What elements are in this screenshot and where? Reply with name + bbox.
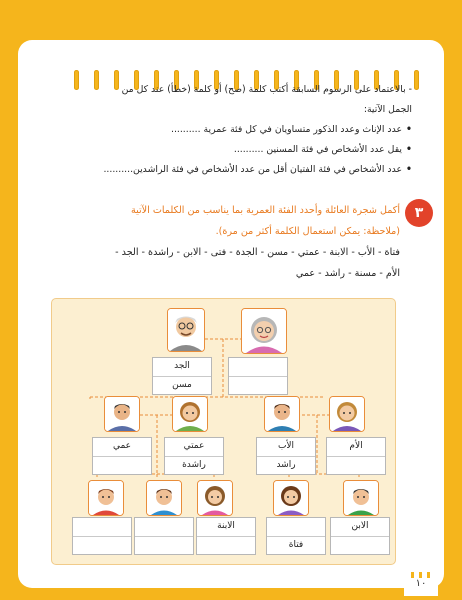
daughter-relation-field[interactable]: الابنة <box>197 518 255 537</box>
exercise-number-badge: ٣ <box>405 199 433 227</box>
grandfather-relation-field[interactable]: الجد <box>153 358 211 377</box>
cousin-boy-portrait <box>88 480 124 516</box>
grandmother-age-field[interactable] <box>229 377 287 395</box>
father-age-field[interactable]: راشد <box>276 459 296 470</box>
child4-age-field[interactable]: فتاة <box>288 539 304 550</box>
exercise-title: أكمل شجرة العائلة وأحدد الفئة العمرية بما يناسب من الكلمات الآتية <box>130 205 400 216</box>
statement-1: •عدد الإناث وعدد الذكور متساويان في كل فئة عمرية .......... <box>170 124 412 135</box>
instruction-intro: - بالاعتماد على الرسوم السابقة أكتب كلمة (صح) أو كلمة (خطأ) عند كل من <box>121 84 412 95</box>
page-number-label: ١٠ <box>415 578 427 589</box>
aunt-portrait <box>172 396 208 432</box>
cousin1-age-field[interactable] <box>73 537 131 555</box>
father-relation-field[interactable]: الأب <box>257 438 315 457</box>
grandmother-portrait <box>241 308 287 354</box>
aunt-age-field[interactable]: راشدة <box>182 459 206 470</box>
cousin2-age-field[interactable] <box>135 537 193 555</box>
cousin-boy2-portrait <box>146 480 182 516</box>
statement-3: •عدد الأشخاص في فئة الفتيان أقل من عدد الأشخاص في فئة الراشدين.......... <box>103 164 412 175</box>
cousin2-relation-field[interactable] <box>135 518 193 537</box>
aunt-relation-field[interactable]: عمتي <box>165 438 223 457</box>
grandfather-portrait <box>167 308 205 352</box>
mother-relation-field[interactable]: الأم <box>327 438 385 457</box>
daughter-namebox <box>196 517 256 555</box>
uncle-portrait <box>104 396 140 432</box>
page-number <box>404 572 438 596</box>
son-age-field[interactable] <box>331 537 389 555</box>
daughter-age-field[interactable] <box>197 537 255 555</box>
instruction-block <box>42 80 412 180</box>
grandmother-namebox <box>228 357 288 395</box>
statement-2: •يقل عدد الأشخاص في فئة المسنين .......... <box>233 144 412 155</box>
grandmother-relation-field[interactable] <box>229 358 287 377</box>
child4-namebox <box>266 517 326 555</box>
uncle-namebox <box>92 437 152 475</box>
father-namebox <box>256 437 316 475</box>
grandfather-age-field[interactable]: مسن <box>172 379 192 390</box>
cousin2-namebox <box>134 517 194 555</box>
girl-portrait <box>273 480 309 516</box>
word-bank-line1: فتاة - الأب - الابنة - عمتي - مسن - الجدة - فتى - الابن - راشدة - الجد - <box>115 247 400 258</box>
cousin1-namebox <box>72 517 132 555</box>
grandfather-namebox <box>152 357 212 395</box>
uncle-age-field[interactable] <box>93 457 151 475</box>
mother-age-field[interactable] <box>327 457 385 475</box>
son-relation-field[interactable]: الابن <box>331 518 389 537</box>
mother-namebox <box>326 437 386 475</box>
uncle-relation-field[interactable]: عمي <box>93 438 151 457</box>
mother-portrait <box>329 396 365 432</box>
aunt-namebox <box>164 437 224 475</box>
father-portrait <box>264 396 300 432</box>
son-namebox <box>330 517 390 555</box>
son-portrait <box>343 480 379 516</box>
child4-relation-field[interactable] <box>267 518 325 537</box>
exercise-note: (ملاحظة: يمكن استعمال الكلمة أكثر من مرة). <box>215 226 400 237</box>
cousin1-relation-field[interactable] <box>73 518 131 537</box>
exercise-block <box>42 200 400 284</box>
word-bank-line2: الأم - مسنة - راشد - عمي <box>295 268 400 279</box>
instruction-intro-cont: الجمل الآتية: <box>363 104 412 115</box>
daughter-portrait <box>197 480 233 516</box>
